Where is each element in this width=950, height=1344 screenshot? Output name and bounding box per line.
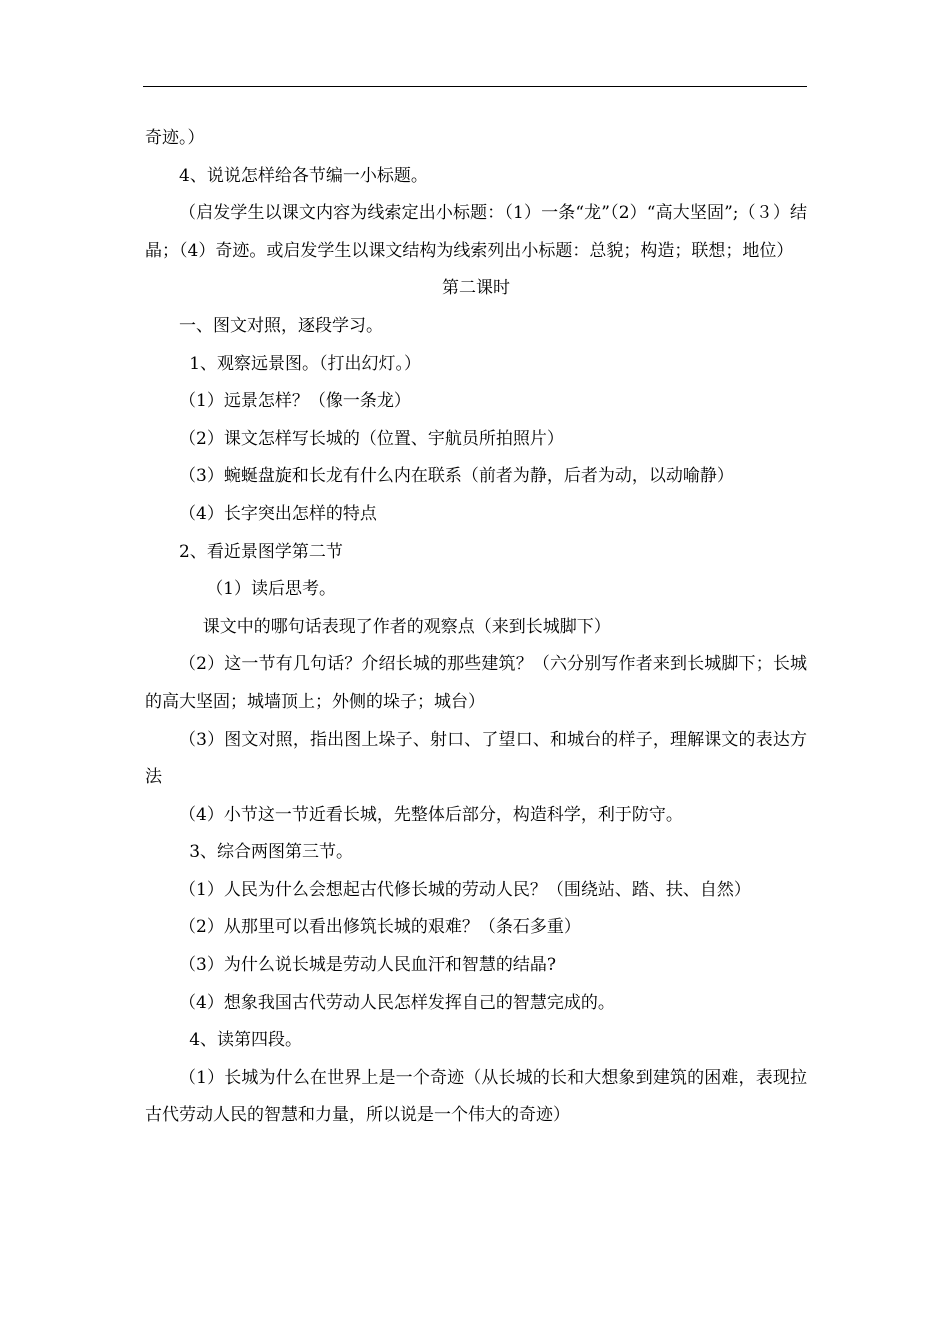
paragraph-item-4: 4、说说怎样给各节编一小标题。 xyxy=(179,165,428,186)
list-item: （3）为什么说长城是劳动人民血汗和智慧的结晶? xyxy=(179,955,556,976)
list-item: （1）长城为什么在世界上是一个奇迹（从长城的长和大想象到建筑的困难，表现拉古代劳动人民的智慧和力量，所以说是一个伟大的奇迹） xyxy=(145,1067,807,1126)
list-item: （4）长字突出怎样的特点 xyxy=(179,503,377,524)
list-item: （2）这一节有几句话？介绍长城的那些建筑？（六分别写作者来到长城脚下；长城的高大坚固；城墙顶上；外侧的垛子；城台） xyxy=(145,654,807,712)
list-item: （1）读后思考。 xyxy=(206,579,337,600)
paragraph-step-4: 4、读第四段。 xyxy=(189,1030,303,1051)
list-item: 课文中的哪句话表现了作者的观察点（来到长城脚下） xyxy=(202,616,611,637)
paragraph-step-1: 1、观察远景图。（打出幻灯。） xyxy=(189,353,422,374)
paragraph-part-1: 一、图文对照，逐段学习。 xyxy=(179,315,383,336)
list-item: （4）小节这一节近看长城，先整体后部分，构造科学，利于防守。 xyxy=(179,804,683,825)
header-rule xyxy=(143,86,807,87)
section-heading: 第二课时 xyxy=(442,278,510,299)
paragraph-continuation: 奇迹。） xyxy=(145,128,205,148)
list-item: （4）想象我国古代劳动人民怎样发挥自己的智慧完成的。 xyxy=(179,992,615,1013)
list-item: （1）人民为什么会想起古代修长城的劳动人民？（围绕站、踏、扶、自然） xyxy=(179,879,751,900)
document-body xyxy=(145,120,807,1135)
paragraph-step-2: 2、看近景图学第二节 xyxy=(179,541,343,562)
list-item: （3）图文对照，指出图上垛子、射口、了望口、和城台的样子，理解课文的表达方法 xyxy=(145,729,807,788)
list-item: （2）从那里可以看出修筑长城的艰难？（条石多重） xyxy=(179,917,581,938)
list-item: （1）远景怎样？（像一条龙） xyxy=(179,391,411,412)
list-item: （3）蜿蜒盘旋和长龙有什么内在联系（前者为静，后者为动，以动喻静） xyxy=(179,466,734,487)
paragraph-subtitle-hint: （启发学生以课文内容为线索定出小标题：（1）一条“龙”（2）“高大坚固”;（３）结晶；（4）奇迹。或启发学生以课文结构为线索列出小标题：总貌；构造；联想；地位） xyxy=(145,203,807,261)
list-item: （2）课文怎样写长城的（位置、宇航员所拍照片） xyxy=(179,428,564,449)
paragraph-step-3: 3、综合两图第三节。 xyxy=(189,842,354,863)
